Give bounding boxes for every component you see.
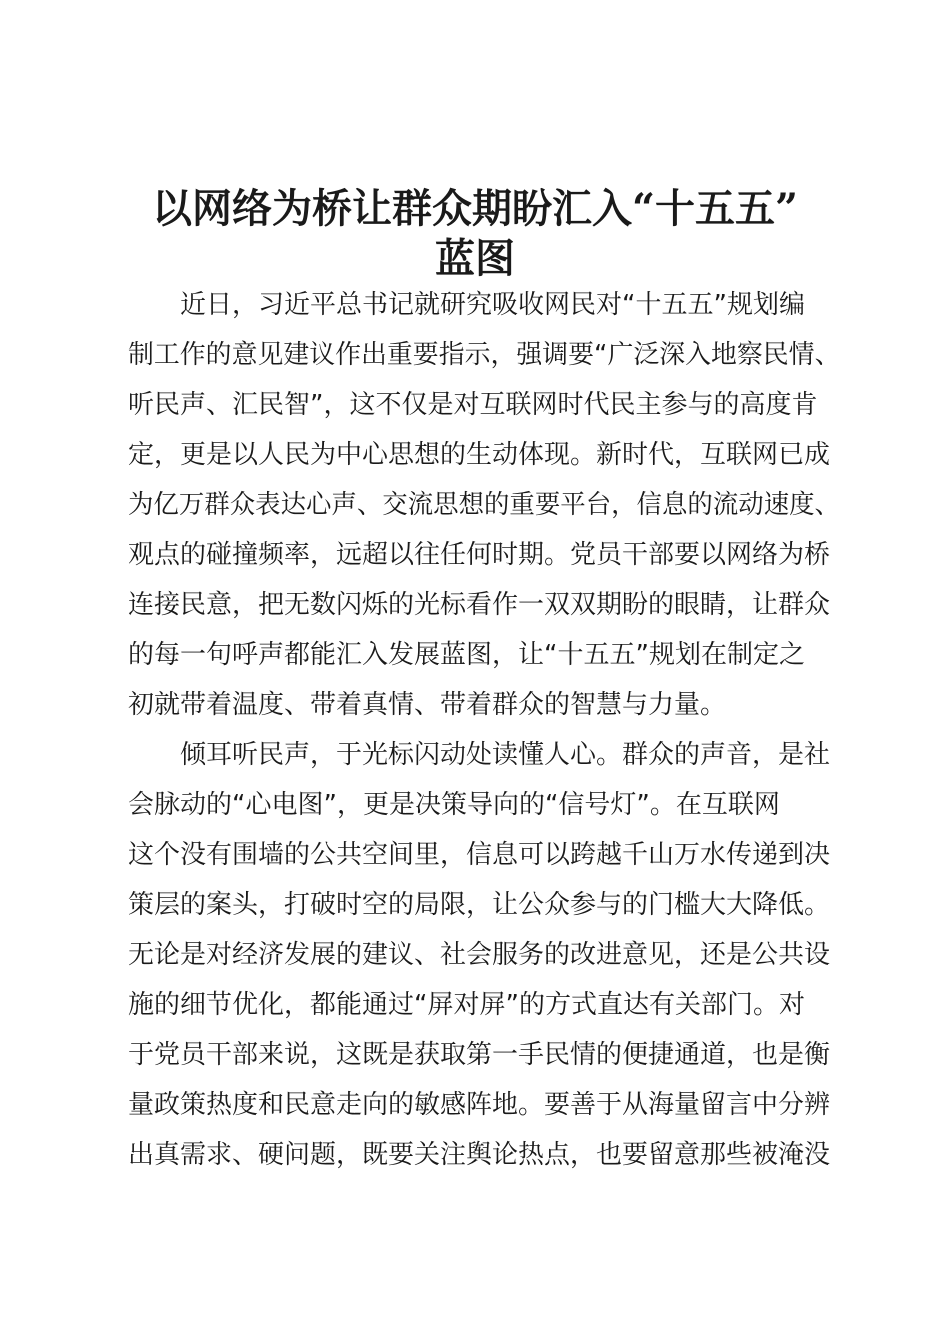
body-line: 量政策热度和民意走向的敏感阵地。要善于从海量留言中分辨 xyxy=(128,1090,831,1120)
body-line: 听民声、汇民智”，这不仅是对互联网时代民主参与的高度肯 xyxy=(128,390,818,420)
body-line: 为亿万群众表达心声、交流思想的重要平台，信息的流动速度、 xyxy=(128,490,840,520)
body-line: 连接民意，把无数闪烁的光标看作一双双期盼的眼睛，让群众 xyxy=(128,590,831,620)
body-line: 无论是对经济发展的建议、社会服务的改进意见，还是公共设 xyxy=(128,940,831,970)
body-line: 出真需求、硬问题，既要关注舆论热点，也要留意那些被淹没 xyxy=(128,1140,831,1170)
body-line: 倾耳听民声，于光标闪动处读懂人心。群众的声音，是社 xyxy=(128,740,831,770)
body-line: 施的细节优化，都能通过“屏对屏”的方式直达有关部门。对 xyxy=(128,990,805,1020)
body-line: 的每一句呼声都能汇入发展蓝图，让“十五五”规划在制定之 xyxy=(128,640,805,670)
body-line: 初就带着温度、带着真情、带着群众的智慧与力量。 xyxy=(128,690,727,720)
body-line: 于党员干部来说，这既是获取第一手民情的便捷通道，也是衡 xyxy=(128,1040,831,1070)
body-line: 会脉动的“心电图”，更是决策导向的“信号灯”。在互联网 xyxy=(128,790,780,820)
body-line: 策层的案头，打破时空的局限，让公众参与的门槛大大降低。 xyxy=(128,890,831,920)
body-line: 制工作的意见建议作出重要指示，强调要“广泛深入地察民情、 xyxy=(128,340,841,370)
document-title: 以网络为桥让群众期盼汇入“十五五” xyxy=(151,185,798,232)
body-line: 定，更是以人民为中心思想的生动体现。新时代，互联网已成 xyxy=(128,440,831,470)
body-line: 近日，习近平总书记就研究吸收网民对“十五五”规划编 xyxy=(128,290,805,320)
document-title-continued: 蓝图 xyxy=(435,235,515,282)
body-line: 观点的碰撞频率，远超以往任何时期。党员干部要以网络为桥 xyxy=(128,540,831,570)
body-line: 这个没有围墙的公共空间里，信息可以跨越千山万水传递到决 xyxy=(128,840,831,870)
